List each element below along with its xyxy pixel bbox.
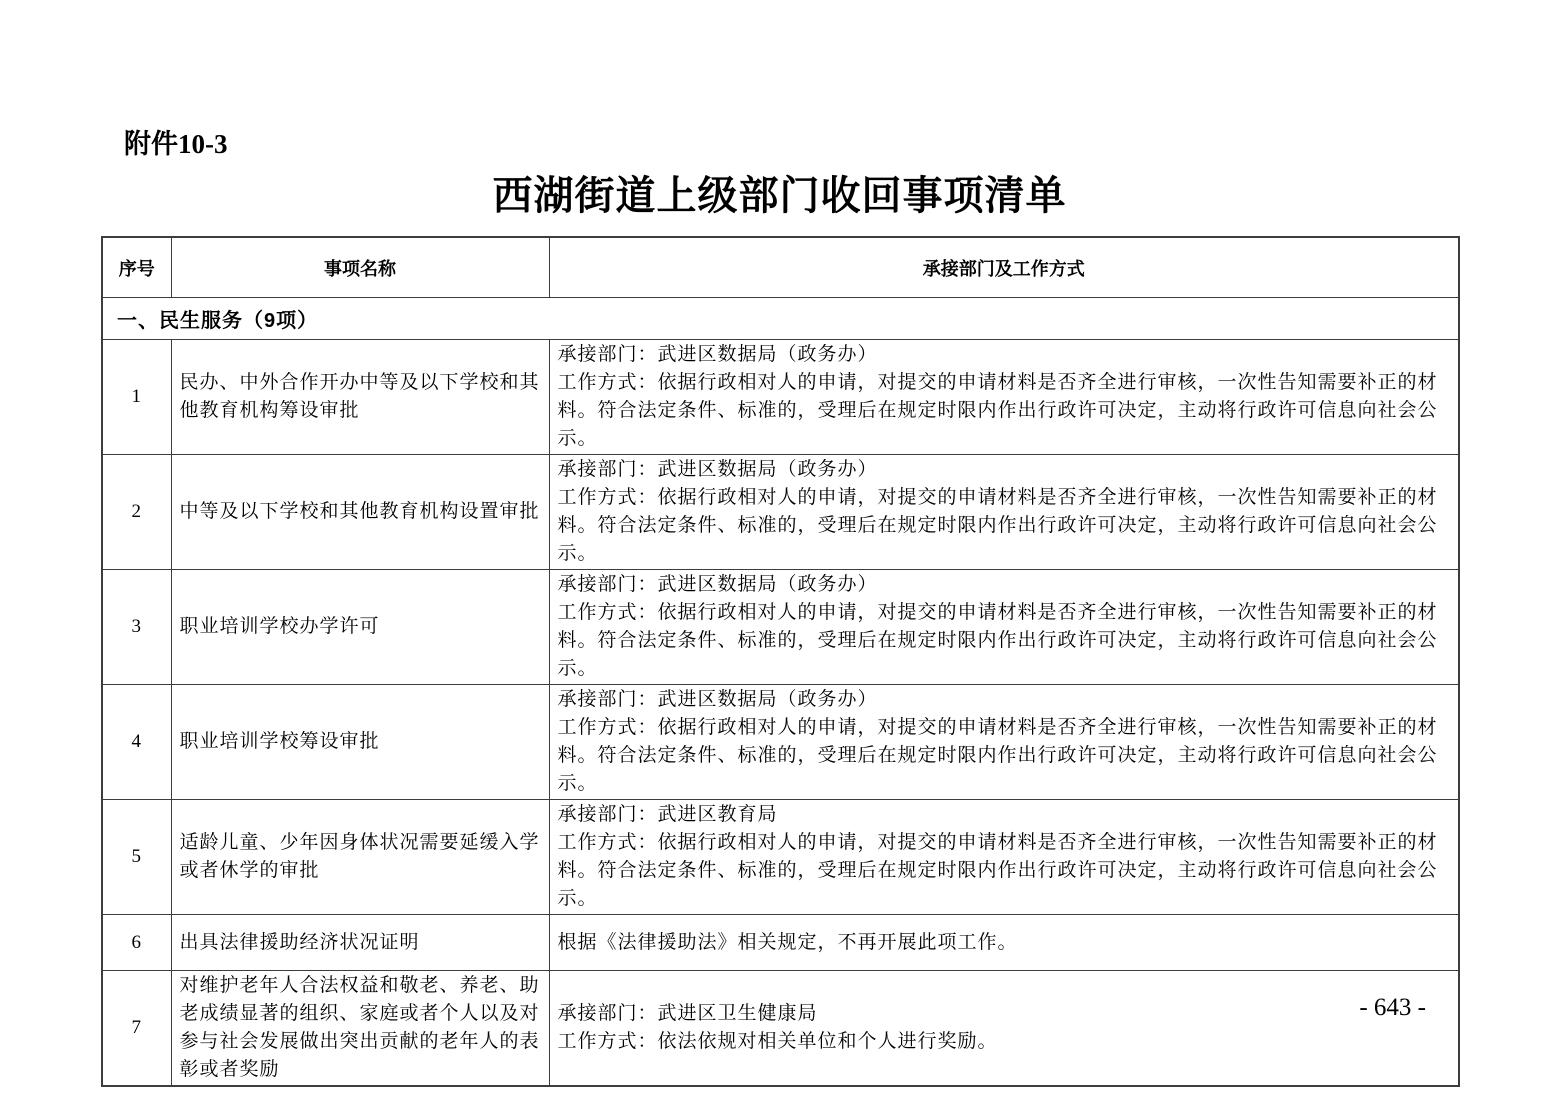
detail-line: 工作方式：依据行政相对人的申请，对提交的申请材料是否齐全进行审核，一次性告知需要补正的材料。符合法定条件、标准的，受理后在规定时限内作出行政许可决定，主动将行政许可信息向社会公示。: [557, 372, 1438, 449]
item-detail-cell: [549, 570, 1459, 685]
item-name-cell: 中等及以下学校和其他教育机构设置审批: [171, 455, 549, 570]
row-number-cell: 7: [102, 971, 171, 1087]
item-detail-cell: [549, 915, 1459, 971]
detail-line: 承接部门：武进区数据局（政务办）: [557, 459, 878, 480]
item-detail-cell: [549, 455, 1459, 570]
detail-line: 承接部门：武进区数据局（政务办）: [557, 344, 878, 365]
row-number-cell: 3: [102, 570, 171, 685]
row-number-cell: 5: [102, 800, 171, 915]
item-name-cell: 职业培训学校筹设审批: [171, 685, 549, 800]
header-item-name: 事项名称: [171, 237, 549, 298]
table-row: [102, 971, 1459, 1087]
detail-line: 工作方式：依据行政相对人的申请，对提交的申请材料是否齐全进行审核，一次性告知需要补正的材料。符合法定条件、标准的，受理后在规定时限内作出行政许可决定，主动将行政许可信息向社会公示。: [557, 602, 1438, 679]
detail-line: 承接部门：武进区数据局（政务办）: [557, 689, 878, 710]
item-detail-cell: [549, 800, 1459, 915]
detail-line: 工作方式：依据行政相对人的申请，对提交的申请材料是否齐全进行审核，一次性告知需要补正的材料。符合法定条件、标准的，受理后在规定时限内作出行政许可决定，主动将行政许可信息向社会公示。: [557, 487, 1438, 564]
table-row: [102, 340, 1459, 455]
row-number-cell: 4: [102, 685, 171, 800]
detail-line: 根据《法律援助法》相关规定，不再开展此项工作。: [557, 931, 1018, 953]
item-name-cell: 适龄儿童、少年因身体状况需要延缓入学或者休学的审批: [171, 800, 549, 915]
page-title: 西湖街道上级部门收回事项清单: [492, 173, 1067, 218]
attachment-label: [124, 128, 228, 160]
item-name-cell: 职业培训学校办学许可: [171, 570, 549, 685]
item-name-cell: 民办、中外合作开办中等及以下学校和其他教育机构筹设审批: [171, 340, 549, 455]
attachment-number: 10-3: [178, 129, 228, 159]
item-name-cell: 出具法律援助经济状况证明: [171, 915, 549, 971]
section-row: [102, 298, 1459, 340]
item-name-cell: 对维护老年人合法权益和敬老、养老、助老成绩显著的组织、家庭或者个人以及对参与社会发展做出突出贡献的老年人的表彰或者奖励: [171, 971, 549, 1087]
items-table: [101, 236, 1460, 1087]
table-row: [102, 915, 1459, 971]
detail-line: 承接部门：武进区卫生健康局: [557, 1003, 818, 1024]
row-number-cell: 2: [102, 455, 171, 570]
item-detail-cell: [549, 971, 1459, 1087]
detail-line: 承接部门：武进区教育局: [557, 804, 778, 825]
table-row: [102, 455, 1459, 570]
detail-line: 工作方式：依法依规对相关单位和个人进行奖励。: [557, 1031, 998, 1052]
detail-line: 工作方式：依据行政相对人的申请，对提交的申请材料是否齐全进行审核，一次性告知需要补正的材料。符合法定条件、标准的，受理后在规定时限内作出行政许可决定，主动将行政许可信息向社会公示。: [557, 717, 1438, 794]
table-row: [102, 685, 1459, 800]
row-number-cell: 6: [102, 915, 171, 971]
page-number: - 643 -: [1359, 994, 1426, 1021]
header-department-method: 承接部门及工作方式: [549, 237, 1459, 298]
table-header-row: [102, 237, 1459, 298]
section-title: 一、民生服务（9项）: [102, 298, 1459, 340]
table-row: [102, 570, 1459, 685]
attachment-prefix: 附件: [124, 129, 178, 159]
table-body: [102, 340, 1459, 1087]
detail-line: 工作方式：依据行政相对人的申请，对提交的申请材料是否齐全进行审核，一次性告知需要补正的材料。符合法定条件、标准的，受理后在规定时限内作出行政许可决定，主动将行政许可信息向社会公示。: [557, 832, 1438, 909]
detail-line: 承接部门：武进区数据局（政务办）: [557, 574, 878, 595]
item-detail-cell: [549, 340, 1459, 455]
item-detail-cell: [549, 685, 1459, 800]
row-number-cell: 1: [102, 340, 171, 455]
header-serial-number: 序号: [102, 237, 171, 298]
table-row: [102, 800, 1459, 915]
